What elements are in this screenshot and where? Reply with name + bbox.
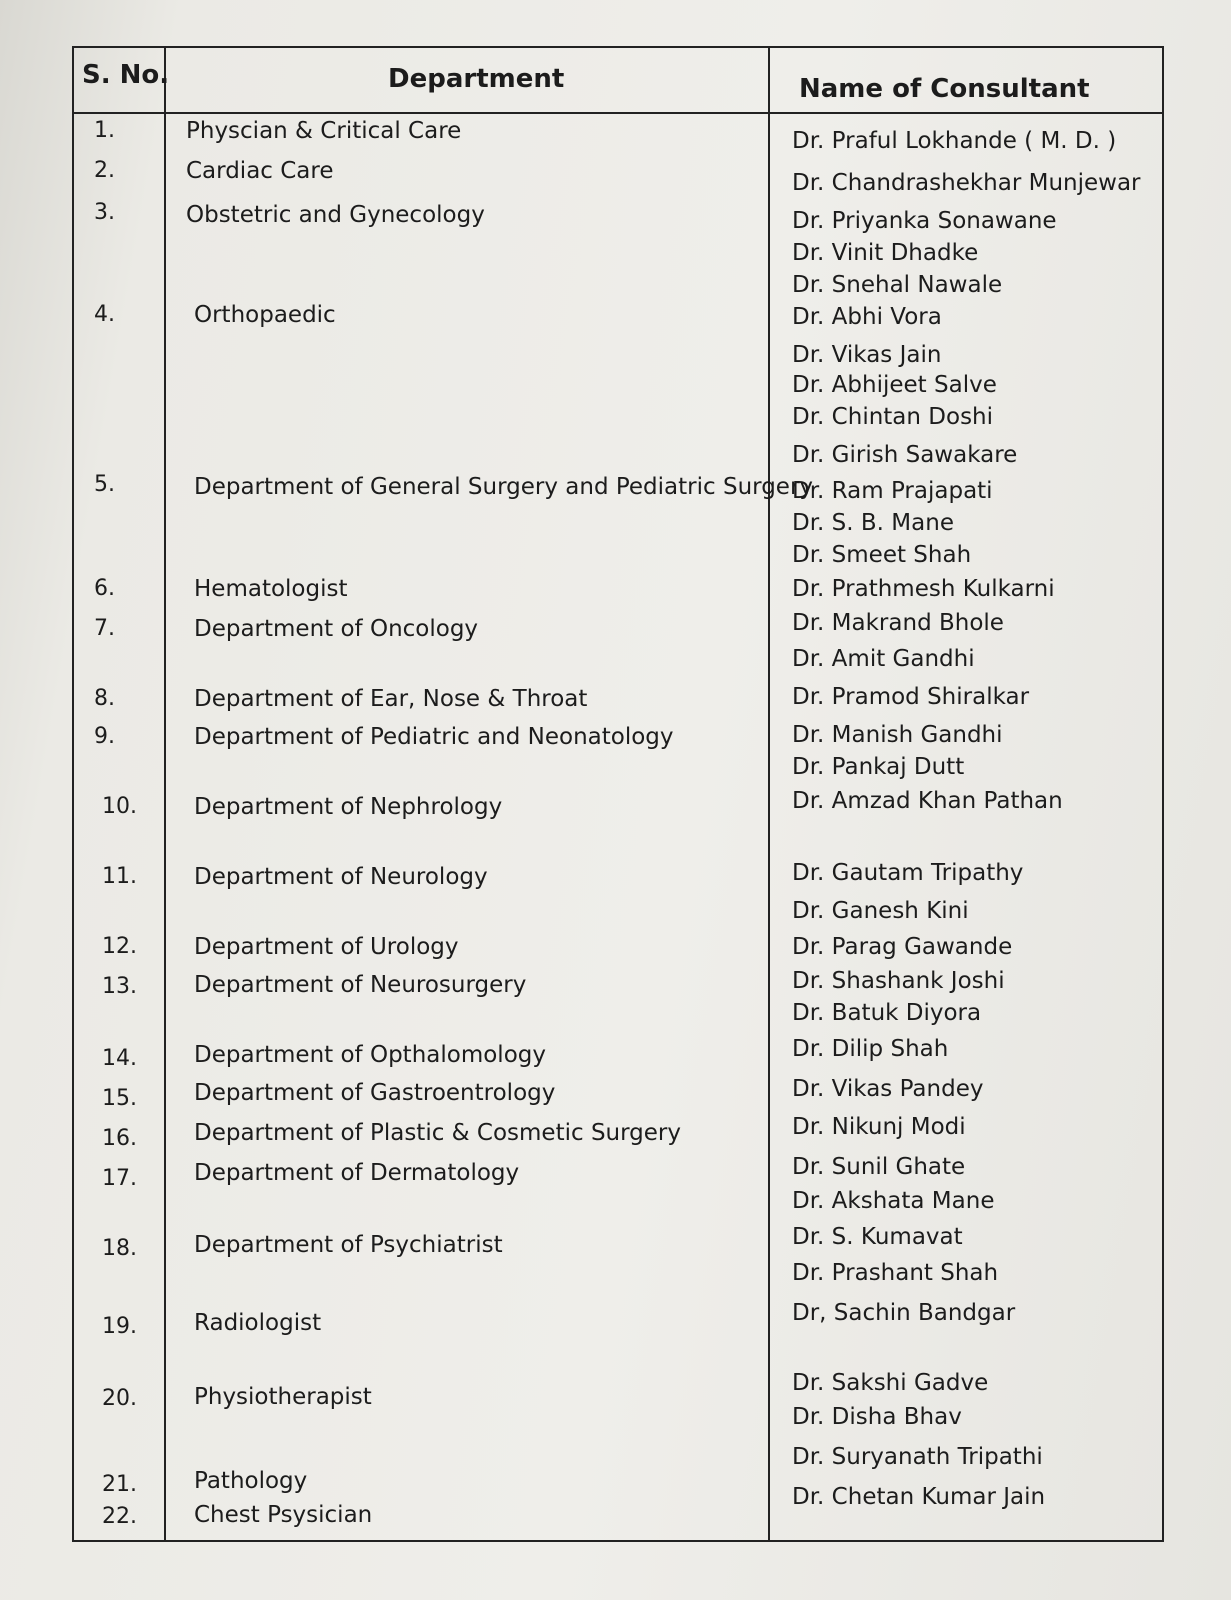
consultant-name: Dr. Prathmesh Kulkarni (792, 576, 1055, 602)
consultant-name: Dr. Amit Gandhi (792, 646, 975, 672)
consultant-name: Dr. S. Kumavat (792, 1224, 963, 1250)
header-divider (74, 112, 1162, 114)
department-name: Department of Oncology (194, 616, 479, 642)
department-name: Obstetric and Gynecology (186, 202, 485, 228)
consultant-name: Dr. Ganesh Kini (792, 898, 969, 924)
consultant-name: Dr. Suryanath Tripathi (792, 1444, 1043, 1470)
serial-number: 2. (94, 158, 115, 183)
consultant-name: Dr. Prashant Shah (792, 1260, 999, 1286)
department-name: Pathology (194, 1468, 308, 1494)
department-name: Department of Nephrology (194, 794, 503, 820)
department-name: Radiologist (194, 1310, 322, 1336)
department-name: Department of Neurosurgery (194, 972, 527, 998)
serial-number: 22. (102, 1504, 137, 1529)
consultant-name: Dr. Chandrashekhar Munjewar (792, 170, 1141, 196)
serial-number: 10. (102, 794, 137, 819)
department-name: Physiotherapist (194, 1384, 372, 1410)
consultant-name: Dr. Praful Lokhande ( M. D. ) (792, 128, 1117, 154)
consultant-name: Dr. Vikas Jain (792, 342, 942, 368)
serial-number: 17. (102, 1166, 137, 1191)
serial-number: 15. (102, 1086, 137, 1111)
header-consultant: Name of Consultant (799, 74, 1090, 104)
consultant-name: Dr. Dilip Shah (792, 1036, 949, 1062)
consultant-name: Dr. Chintan Doshi (792, 404, 994, 430)
consultant-name: Dr. Disha Bhav (792, 1404, 962, 1430)
department-name: Department of Neurology (194, 864, 488, 890)
header-sno: S. No. (82, 60, 170, 90)
department-name: Chest Psysician (194, 1502, 373, 1528)
serial-number: 16. (102, 1126, 137, 1151)
column-divider-2 (768, 48, 770, 1540)
consultant-name: Dr. Vikas Pandey (792, 1076, 984, 1102)
consultant-name: Dr. Vinit Dhadke (792, 240, 979, 266)
serial-number: 12. (102, 934, 137, 959)
consultant-name: Dr. Shashank Joshi (792, 968, 1005, 994)
consultant-name: Dr. Nikunj Modi (792, 1114, 966, 1140)
department-name: Department of Plastic & Cosmetic Surgery (194, 1120, 681, 1146)
department-name: Department of Gastroentrology (194, 1080, 556, 1106)
department-name: Department of Dermatology (194, 1160, 520, 1186)
consultant-name: Dr. Gautam Tripathy (792, 860, 1024, 886)
serial-number: 21. (102, 1472, 137, 1497)
department-name: Department of Urology (194, 934, 459, 960)
department-name: Department of Psychiatrist (194, 1232, 503, 1258)
consultant-name: Dr. Akshata Mane (792, 1188, 995, 1214)
serial-number: 4. (94, 302, 115, 327)
department-name: Physcian & Critical Care (186, 118, 462, 144)
serial-number: 8. (94, 686, 115, 711)
consultant-name: Dr. Pankaj Dutt (792, 754, 965, 780)
consultant-name: Dr. Amzad Khan Pathan (792, 788, 1063, 814)
serial-number: 3. (94, 200, 115, 225)
header-department: Department (388, 64, 565, 94)
consultant-name: Dr. Batuk Diyora (792, 1000, 982, 1026)
consultant-name: Dr. Ram Prajapati (792, 478, 993, 504)
serial-number: 19. (102, 1314, 137, 1339)
serial-number: 7. (94, 616, 115, 641)
department-name: Orthopaedic (194, 302, 336, 328)
consultant-name: Dr. Pramod Shiralkar (792, 684, 1030, 710)
serial-number: 11. (102, 864, 137, 889)
serial-number: 6. (94, 576, 115, 601)
consultant-name: Dr, Sachin Bandgar (792, 1300, 1016, 1326)
department-name: Hematologist (194, 576, 348, 602)
serial-number: 9. (94, 724, 115, 749)
department-name: Department of Pediatric and Neonatology (194, 724, 674, 750)
consultant-name: Dr. Sunil Ghate (792, 1154, 966, 1180)
consultant-name: Dr. Abhijeet Salve (792, 372, 997, 398)
department-name: Department of General Surgery and Pediatric Surgery (194, 474, 814, 500)
serial-number: 13. (102, 974, 137, 999)
consultant-name: Dr. Girish Sawakare (792, 442, 1018, 468)
consultant-name: Dr. Abhi Vora (792, 304, 942, 330)
consultant-name: Dr. S. B. Mane (792, 510, 954, 536)
consultant-name: Dr. Smeet Shah (792, 542, 972, 568)
consultant-name: Dr. Sakshi Gadve (792, 1370, 989, 1396)
consultant-name: Dr. Chetan Kumar Jain (792, 1484, 1046, 1510)
serial-number: 20. (102, 1386, 137, 1411)
consultant-name: Dr. Priyanka Sonawane (792, 208, 1057, 234)
department-name: Department of Ear, Nose & Throat (194, 686, 588, 712)
serial-number: 18. (102, 1236, 137, 1261)
serial-number: 5. (94, 472, 115, 497)
consultant-name: Dr. Makrand Bhole (792, 610, 1004, 636)
department-name: Cardiac Care (186, 158, 334, 184)
department-name: Department of Opthalomology (194, 1042, 546, 1068)
consultant-name: Dr. Snehal Nawale (792, 272, 1003, 298)
consultant-name: Dr. Manish Gandhi (792, 722, 1003, 748)
serial-number: 1. (94, 118, 115, 143)
serial-number: 14. (102, 1046, 137, 1071)
column-divider-1 (164, 48, 166, 1540)
consultant-name: Dr. Parag Gawande (792, 934, 1013, 960)
